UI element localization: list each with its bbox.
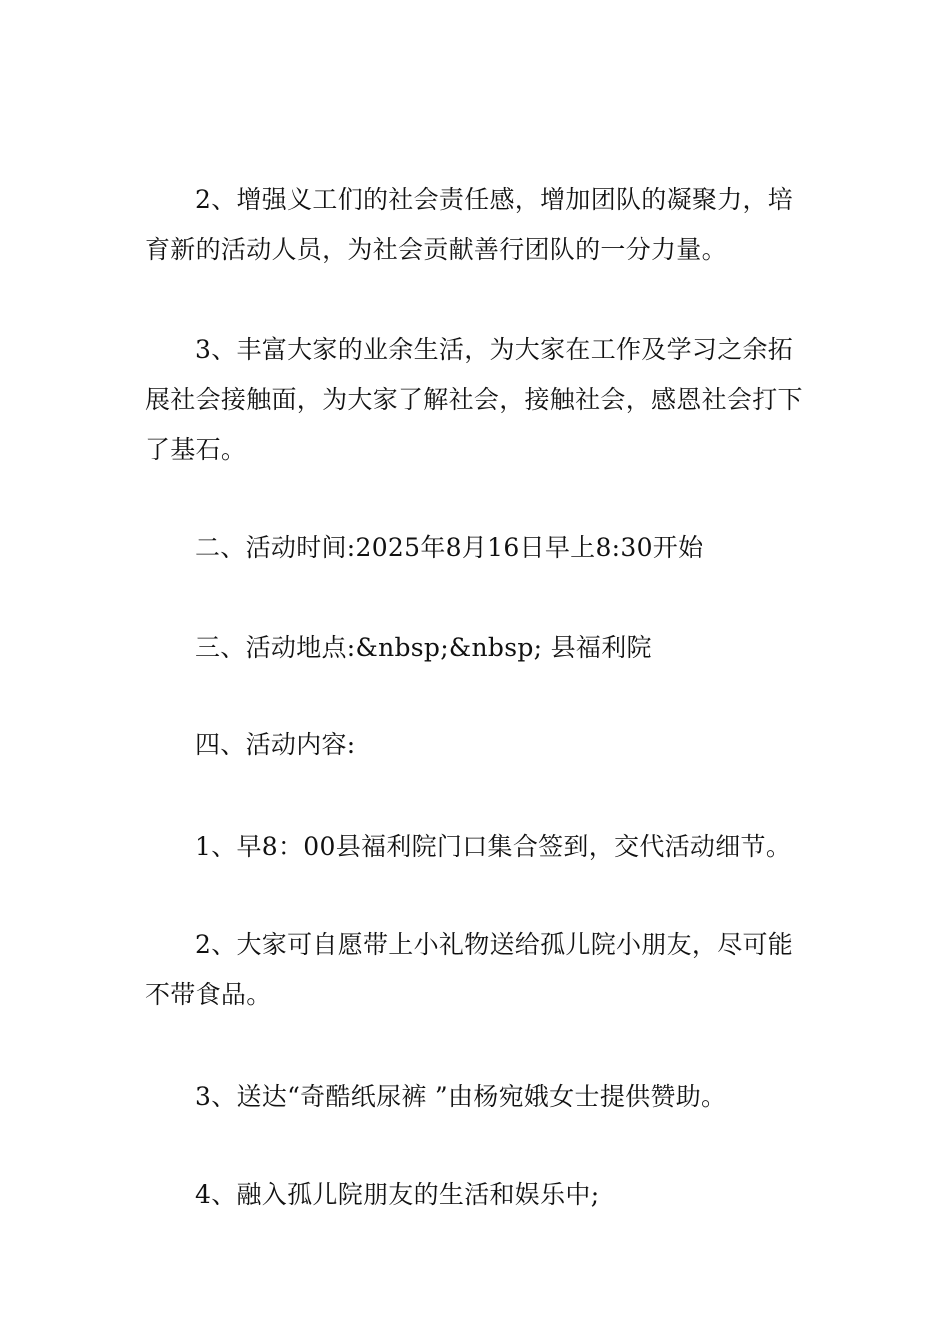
paragraph-content-2: 2、大家可自愿带上小礼物送给孤儿院小朋友，尽可能不带食品。 — [145, 930, 794, 1009]
paragraph-goal-3: 3、丰富大家的业余生活，为大家在工作及学习之余拓展社会接触面，为大家了解社会，接触社会，感恩社会打下了基石。 — [145, 335, 803, 464]
paragraph-activity-content-heading: 四、活动内容: — [195, 730, 356, 759]
paragraph-content-1: 1、早8：00县福利院门口集合签到，交代活动细节。 — [195, 832, 792, 861]
paragraph-activity-time: 二、活动时间:2025年8月16日早上8:30开始 — [195, 533, 704, 562]
paragraph-content-4: 4、融入孤儿院朋友的生活和娱乐中; — [195, 1180, 600, 1209]
paragraph-activity-location: 三、活动地点:&nbsp;&nbsp; 县福利院 — [195, 633, 652, 662]
paragraph-content-3: 3、送达“奇酷纸尿裤 ”由杨宛娥女士提供赞助。 — [195, 1082, 727, 1111]
paragraph-goal-2: 2、增强义工们的社会责任感，增加团队的凝聚力，培育新的活动人员，为社会贡献善行团队的一分力量。 — [145, 185, 794, 264]
